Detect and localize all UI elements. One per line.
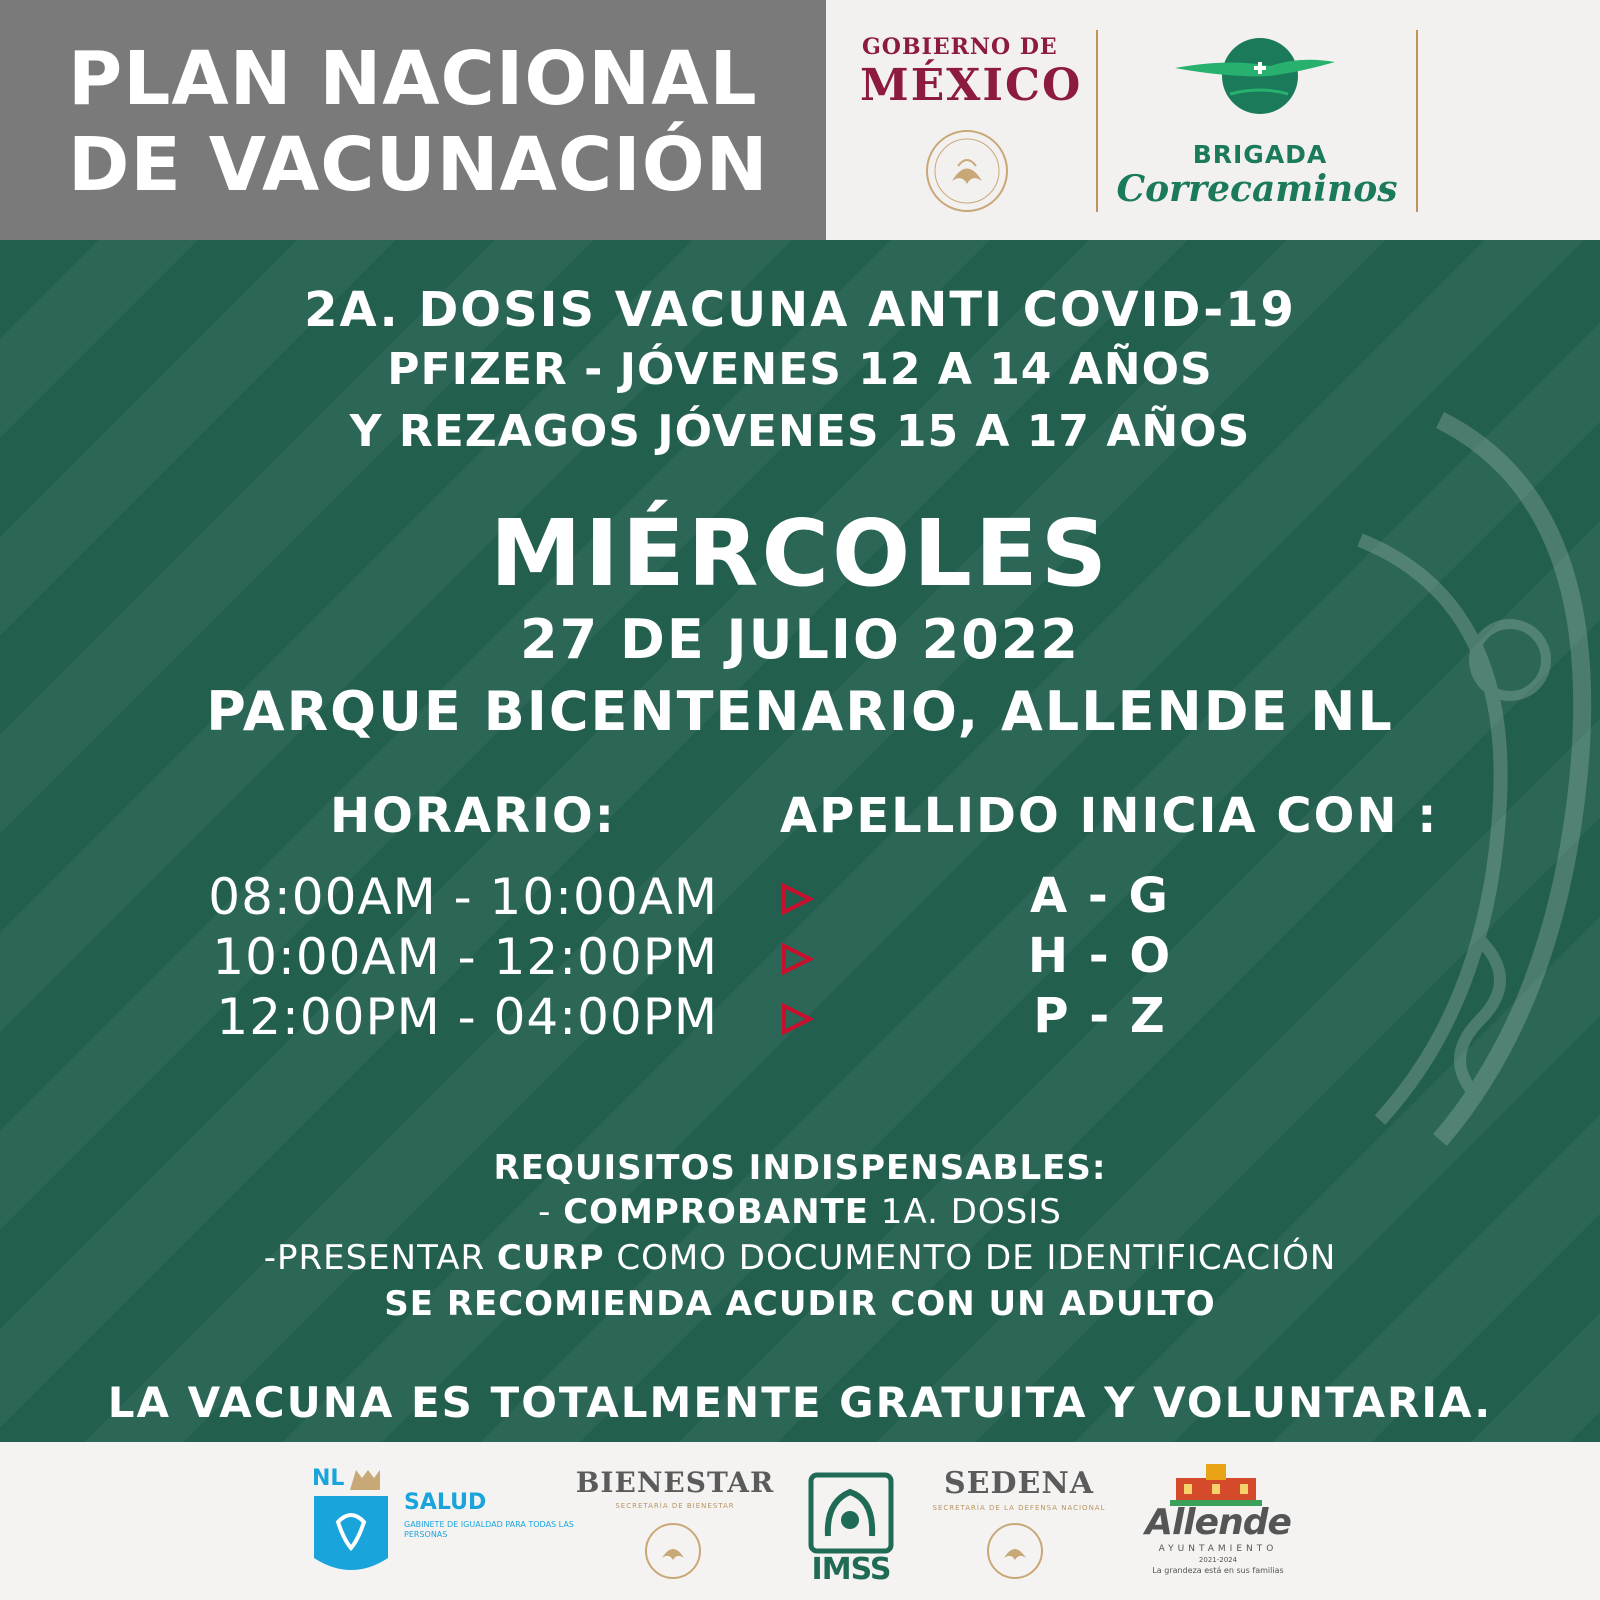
nl-text: NL	[312, 1466, 345, 1491]
sponsor-logos-band	[0, 1442, 1600, 1600]
national-seal-icon	[984, 1520, 1046, 1582]
schedule-row	[0, 928, 1600, 988]
allende-slogan: La grandeza está en sus familias	[1152, 1566, 1284, 1575]
title-line-1: PLAN NACIONAL	[68, 36, 758, 122]
arrow-right-icon	[780, 1002, 814, 1036]
allende-text: Allende	[1145, 1502, 1291, 1543]
allende-building-icon	[1168, 1460, 1264, 1506]
gobierno-logo	[856, 30, 1083, 220]
schedule-time: 10:00AM - 12:00PM	[212, 928, 718, 986]
requirement-bold: CURP	[496, 1238, 605, 1278]
header-band	[0, 0, 1600, 240]
apellido-label: APELLIDO INICIA CON :	[780, 788, 1439, 844]
requirement-rest: 1A. DOSIS	[869, 1192, 1062, 1232]
requirement-bold: COMPROBANTE	[563, 1192, 869, 1232]
requirement-item	[0, 1192, 1600, 1232]
title-box	[0, 0, 826, 240]
allende-years: 2021-2024	[1198, 1556, 1238, 1564]
event-location: PARQUE BICENTENARIO, ALLENDE NL	[206, 680, 1394, 743]
rezagos-subheading: Y REZAGOS JÓVENES 15 A 17 AÑOS	[349, 406, 1251, 457]
event-date: 27 DE JULIO 2022	[520, 608, 1080, 671]
schedule-row	[0, 868, 1600, 928]
imss-text: IMSS	[811, 1552, 891, 1587]
salud-text: SALUD	[404, 1490, 487, 1515]
arrow-right-icon	[780, 882, 814, 916]
requirement-item	[0, 1238, 1600, 1278]
schedule-letters: H - O	[1027, 928, 1173, 984]
sedena-subtext: SECRETARÍA DE LA DEFENSA NACIONAL	[932, 1504, 1106, 1512]
gobierno-small-text: GOBIERNO DE	[862, 34, 1058, 60]
divider-line	[1416, 30, 1418, 212]
schedule-time: 12:00PM - 04:00PM	[216, 988, 718, 1046]
sedena-text: SEDENA	[943, 1466, 1095, 1501]
bienestar-subtext: SECRETARÍA DE BIENESTAR	[615, 1502, 735, 1510]
national-seal-icon	[922, 126, 1012, 216]
recommendation-text: SE RECOMIENDA ACUDIR CON UN ADULTO	[384, 1284, 1216, 1324]
schedule-row	[0, 988, 1600, 1048]
national-seal-icon	[642, 1520, 704, 1582]
requirements-title: REQUISITOS INDISPENSABLES:	[493, 1148, 1107, 1188]
bienestar-text: BIENESTAR	[575, 1466, 775, 1499]
arrow-right-icon	[780, 942, 814, 976]
horario-label: HORARIO:	[330, 788, 616, 844]
schedule-letters: A - G	[1030, 868, 1170, 924]
correcaminos-text: Correcaminos	[1116, 168, 1398, 210]
brigada-text: BRIGADA	[1192, 140, 1328, 169]
divider-line	[1096, 30, 1098, 212]
requirement-rest: COMO DOCUMENTO DE IDENTIFICACIÓN	[604, 1238, 1337, 1278]
allende-subtext: AYUNTAMIENTO	[1158, 1544, 1278, 1554]
salud-subtext: GABINETE DE IGUALDAD PARA TODAS LAS PERSONAS	[404, 1520, 574, 1539]
schedule-time: 08:00AM - 10:00AM	[208, 868, 718, 926]
free-voluntary-notice: LA VACUNA ES TOTALMENTE GRATUITA Y VOLUNTARIA.	[107, 1378, 1493, 1427]
requirement-prefix: -	[538, 1192, 564, 1232]
schedule-letters: P - Z	[1033, 988, 1167, 1044]
event-day: MIÉRCOLES	[490, 500, 1110, 607]
title-line-2: DE VACUNACIÓN	[68, 122, 769, 208]
requirement-prefix: -PRESENTAR	[263, 1238, 497, 1278]
gobierno-big-text: MÉXICO	[860, 60, 1083, 111]
correcaminos-bird-icon	[1170, 32, 1340, 116]
pfizer-subheading: PFIZER - JÓVENES 12 A 14 AÑOS	[387, 344, 1213, 395]
dose-heading: 2A. DOSIS VACUNA ANTI COVID-19	[304, 282, 1296, 338]
